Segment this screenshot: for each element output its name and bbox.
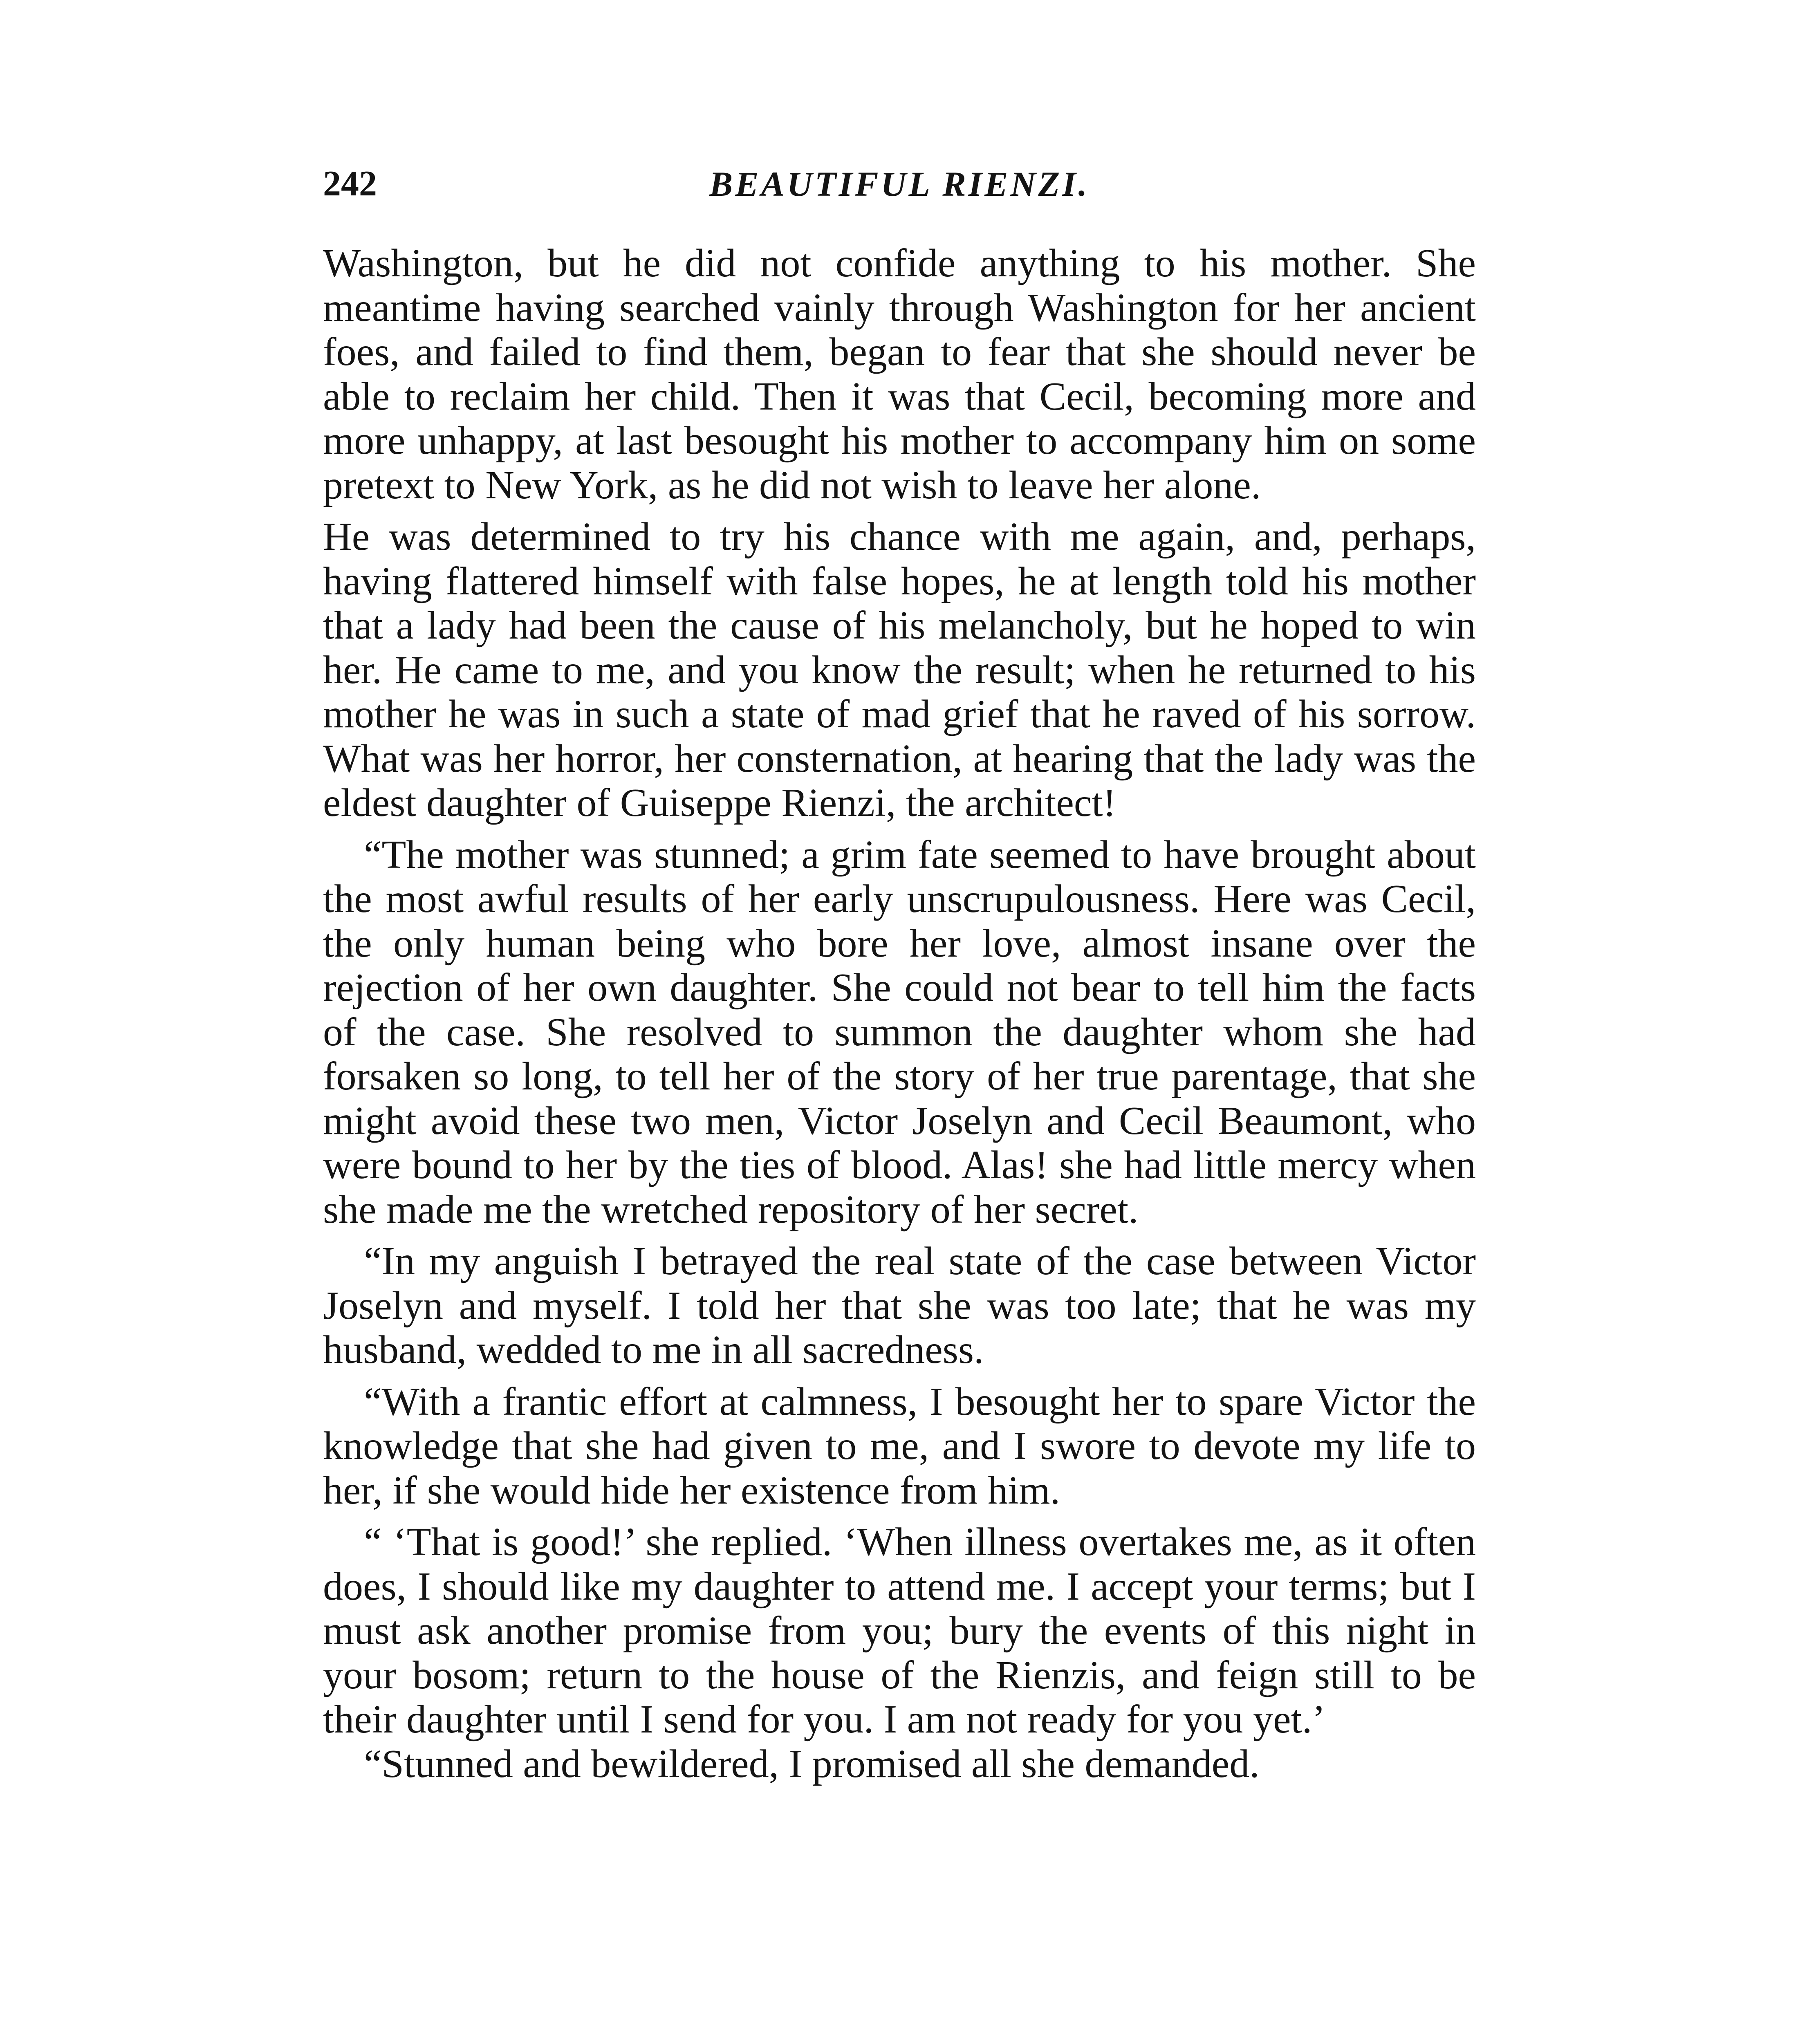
running-title: BEAUTIFUL RIENZI. bbox=[709, 164, 1090, 204]
paragraph-3: “The mother was stunned; a grim fate seemed to have brought about the most awful results of her early unscrupulousness. Here was Cecil, the only human being who bore her love, almost insane over the rejection of her own daughter. She could not bear to tell him the facts of the case. She resolved to summon the daughter whom she had forsaken so long, to tell her of the story of her true parentage, that she might avoid these two men, Victor Joselyn and Cecil Beaumont, who were bound to her by the ties of blood. Alas! she had little mercy when she made me the wretched repository of her secret. bbox=[323, 832, 1476, 1232]
page-number: 242 bbox=[323, 164, 377, 204]
paragraph-4: “In my anguish I betrayed the real state of the case between Victor Joselyn and myself. I told her that she was too late; that he was my husband, wedded to me in all sacredness. bbox=[323, 1239, 1476, 1372]
paragraph-1: Washington, but he did not confide anything to his mother. She meantime having searched vainly through Washington for her ancient foes, and failed to find them, began to fear that she should never be able to reclaim her child. Then it was that Cecil, becoming more and more unhappy, at last besought his mother to accompany him on some pretext to New York, as he did not wish to leave her alone. bbox=[323, 241, 1476, 507]
paragraph-5: “With a frantic effort at calmness, I besought her to spare Victor the knowledge that she had given to me, and I swore to devote my life to her, if she would hide her existence from him. bbox=[323, 1379, 1476, 1513]
paragraph-2: He was determined to try his chance with me again, and, perhaps, having flattered himself with false hopes, he at length told his mother that a lady had been the cause of his melancholy, but he hoped to win her. He came to me, and you know the result; when he returned to his mother he was in such a state of mad grief that he raved of his sorrow. What was her horror, her consternation, at hearing that the lady was the eldest daughter of Guiseppe Rienzi, the architect! bbox=[323, 515, 1476, 825]
body-text bbox=[323, 241, 1476, 1786]
paragraph-6: “ ‘That is good!’ she replied. ‘When illness overtakes me, as it often does, I should like my daughter to attend me. I accept your terms; but I must ask another promise from you; bury the events of this night in your bosom; return to the house of the Rienzis, and feign still to be their daughter until I send for you. I am not ready for you yet.’ bbox=[323, 1520, 1476, 1741]
running-head bbox=[323, 161, 1476, 206]
paragraph-7: “Stunned and bewildered, I promised all she demanded. bbox=[364, 1741, 1260, 1786]
